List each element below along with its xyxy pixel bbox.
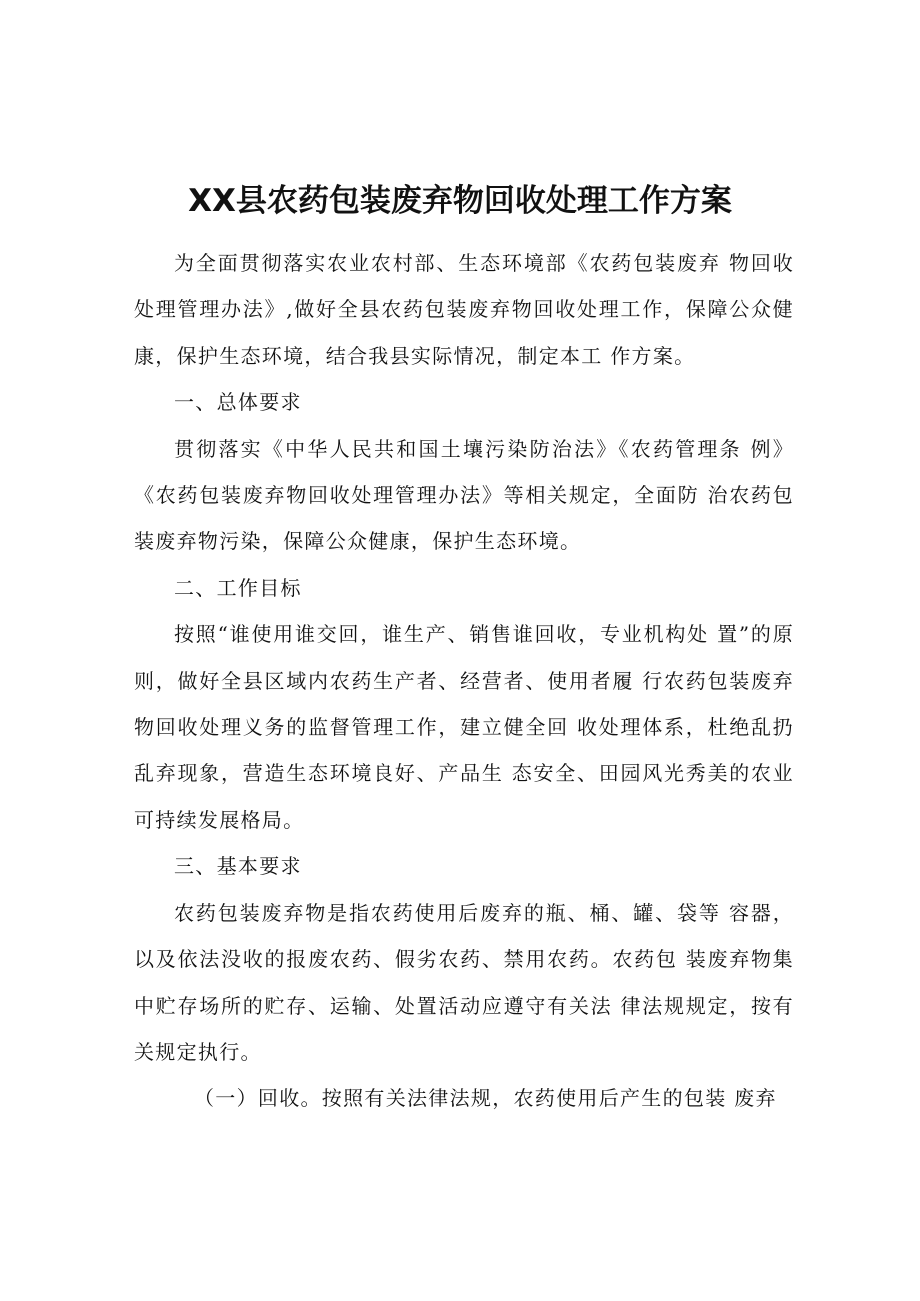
document-title: XX县农药包装废弃物回收处理工作方案 xyxy=(188,183,732,219)
basic-requirements-paragraph: 农药包装废弃物是指农药使用后废弃的瓶、桶、罐、袋等 容器，以及依法没收的报废农药、假劣农药、禁用农药。农药包 装废弃物集中贮存场所的贮存、运输、处置活动应遵守有关法 律法规规定，按有关规定执行。 xyxy=(134,900,794,1064)
work-goals-paragraph: 按照“谁使用谁交回，谁生产、销售谁回收，专业机构处 置”的原则，做好全县区域内农药生产者、经营者、使用者履 行农药包装废弃物回收处理义务的监督管理工作，建立健全回 收处理体系，杜绝乱扔乱弃现象，营造生态环境良好、产品生 态安全、田园风光秀美的农业可持续发展格局。 xyxy=(134,622,794,832)
recycling-paragraph: （一）回收。按照有关法律法规，农药使用后产生的包装 废弃 xyxy=(194,1086,777,1111)
section-heading-general-requirements: 一、总体要求 xyxy=(174,390,302,415)
general-requirements-paragraph: 贯彻落实《中华人民共和国土壤污染防治法》《农药管理条 例》《农药包装废弃物回收处理管理办法》等相关规定，全面防 治农药包装废弃物污染，保障公众健康，保护生态环境。 xyxy=(134,436,794,554)
section-heading-basic-requirements: 三、基本要求 xyxy=(174,854,302,879)
intro-paragraph: 为全面贯彻落实农业农村部、生态环境部《农药包装废弃 物回收处理管理办法》,做好全县农药包装废弃物回收处理工作，保障公众健康，保护生态环境，结合我县实际情况，制定本工 作方案。 xyxy=(134,251,794,368)
document-body xyxy=(134,240,794,1122)
section-heading-work-goals: 二、工作目标 xyxy=(174,575,302,600)
